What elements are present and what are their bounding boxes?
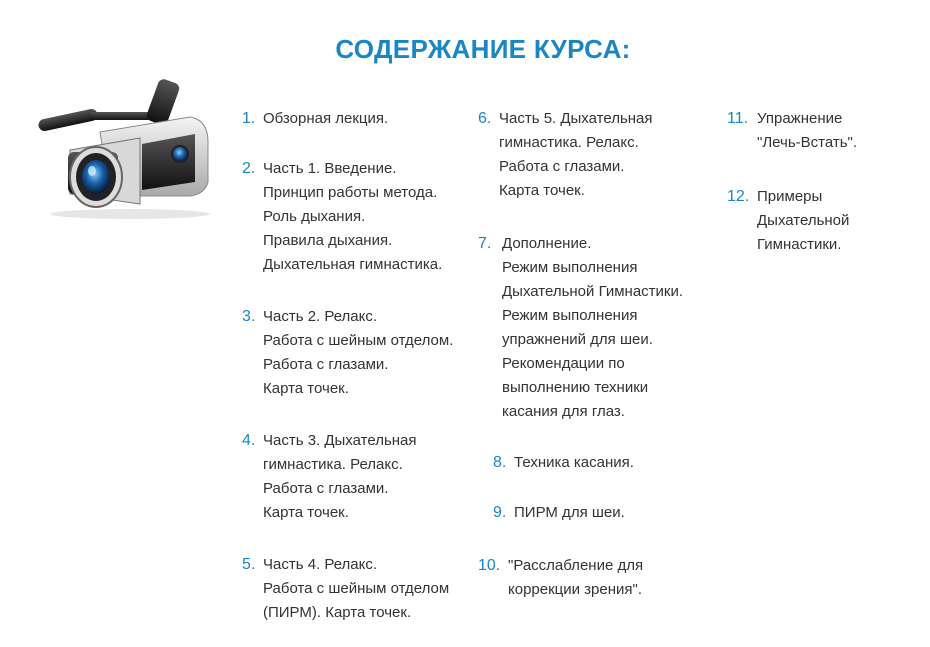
item-text: Часть 4. Релакс. Работа с шейным отделом (ПИРМ). Карта точек. bbox=[263, 556, 450, 621]
item-text: Упражнение "Лечь-Встать". bbox=[757, 110, 858, 151]
list-item bbox=[493, 501, 683, 554]
list-item bbox=[242, 107, 453, 157]
item-text: Примеры Дыхательной Гимнастики. bbox=[757, 188, 850, 253]
list-item bbox=[727, 185, 857, 257]
column-2 bbox=[478, 107, 683, 602]
list-item bbox=[478, 554, 683, 602]
item-text: Часть 2. Релакс. Работа с шейным отделом. Работа с глазами. Карта точек. bbox=[263, 308, 454, 397]
item-number: 6. bbox=[478, 110, 492, 127]
item-number: 8. bbox=[493, 454, 507, 471]
page-title: СОДЕРЖАНИЕ КУРСА: bbox=[335, 34, 631, 64]
column-3 bbox=[727, 107, 857, 257]
item-number: 12. bbox=[727, 188, 750, 205]
item-number: 4. bbox=[242, 432, 256, 449]
item-number: 3. bbox=[242, 308, 256, 325]
list-item bbox=[242, 157, 453, 305]
item-number: 9. bbox=[493, 504, 507, 521]
list-item bbox=[493, 451, 683, 501]
item-number: 2. bbox=[242, 160, 256, 177]
item-text: Обзорная лекция. bbox=[263, 110, 389, 127]
item-text: Часть 1. Введение. Принцип работы метода. Роль дыхания. Правила дыхания. Дыхательная гимнастика. bbox=[263, 160, 443, 273]
item-text: Дополнение. Режим выполнения Дыхательной Гимнастики. Режим выполнения упражнений для шеи. Рекомендации по выполнению техники касания для глаз. bbox=[502, 235, 684, 420]
list-item bbox=[242, 305, 453, 429]
item-number: 5. bbox=[242, 556, 256, 573]
list-item bbox=[242, 429, 453, 553]
item-text: Часть 5. Дыхательная гимнастика. Релакс. Работа с глазами. Карта точек. bbox=[499, 110, 653, 199]
item-number: 11. bbox=[727, 110, 749, 127]
item-number: 1. bbox=[242, 110, 256, 127]
item-text: ПИРМ для шеи. bbox=[514, 504, 625, 521]
item-text: "Расслабление для коррекции зрения". bbox=[508, 557, 644, 598]
item-number: 7. bbox=[478, 235, 492, 252]
item-text: Часть 3. Дыхательная гимнастика. Релакс. Работа с глазами. Карта точек. bbox=[263, 432, 417, 521]
video-camera-image bbox=[30, 72, 220, 222]
column-1 bbox=[242, 107, 453, 625]
list-item bbox=[727, 107, 857, 185]
item-number: 10. bbox=[478, 557, 501, 574]
item-text: Техника касания. bbox=[514, 454, 634, 471]
list-item bbox=[242, 553, 453, 625]
list-item bbox=[478, 107, 683, 232]
list-item bbox=[478, 232, 683, 451]
